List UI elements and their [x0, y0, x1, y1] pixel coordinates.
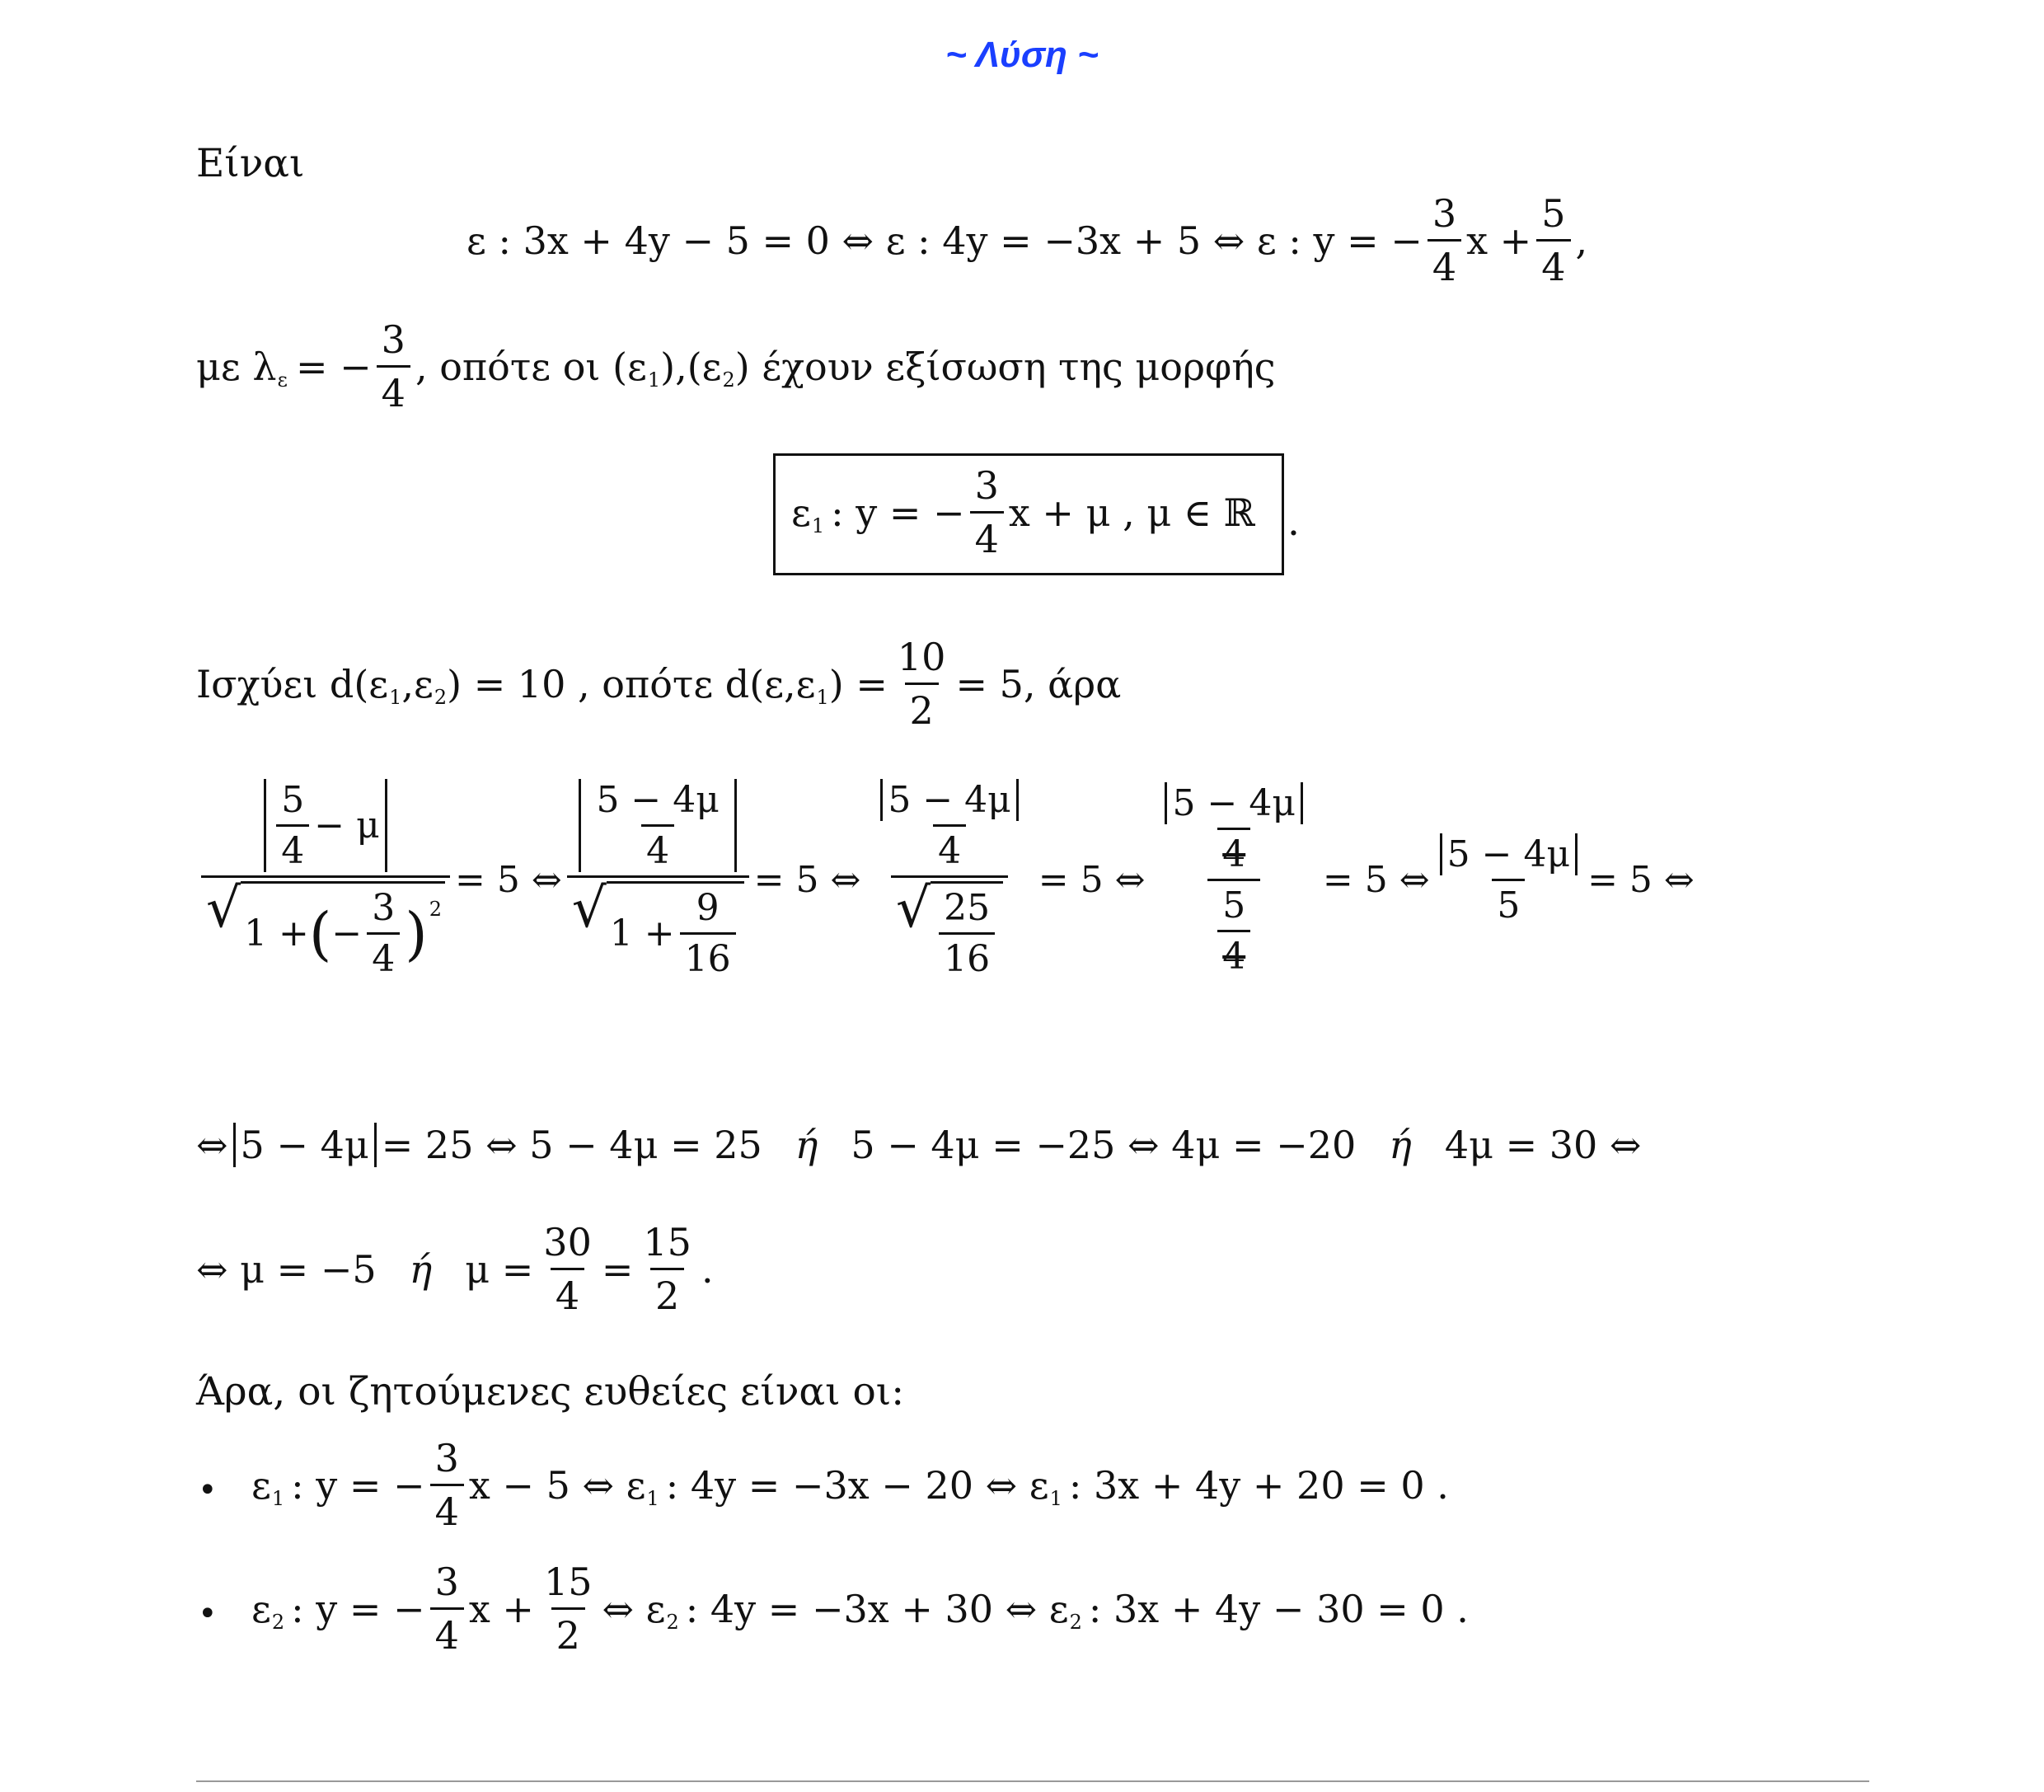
abs-line-abs: 5 − 4μ	[233, 1123, 377, 1167]
r2-f: : 3x + 4y − 30 = 0 .	[1088, 1586, 1469, 1631]
mu-line-b: μ =	[465, 1246, 534, 1292]
boxed-text-c: x + μ , μ ∈ ℝ	[1008, 490, 1255, 535]
boxed-text-b: : y = −	[831, 490, 965, 535]
intro-text: Είναι	[196, 141, 305, 186]
dist-fraction: $\frac{10}{2}$	[897, 635, 946, 733]
r1-c: x − 5 ⇔ ε	[468, 1462, 646, 1508]
boxed-sub: 1	[811, 514, 825, 537]
r1-a: ε	[251, 1462, 271, 1508]
eq1-fraction-3-4: $\frac{3}{4}$	[1428, 191, 1461, 289]
r2-sub-3: 2	[1069, 1610, 1082, 1634]
eq5-2: = 5 ⇔	[753, 858, 861, 901]
eq5-3: = 5 ⇔	[1038, 858, 1146, 901]
slope-text-b: = −	[295, 344, 372, 389]
r1-sub-2: 1	[646, 1486, 659, 1510]
derivation-chain	[196, 779, 1695, 980]
mu-line-or: ή	[409, 1246, 433, 1292]
r1-d: : 4y = −3x − 20 ⇔ ε	[665, 1462, 1049, 1508]
eq5-1: = 5 ⇔	[455, 858, 562, 901]
r1-sub: 1	[271, 1486, 285, 1510]
chain-term-2: $\frac{5 - 4\mu}{4}$ √ 1 + $\frac{9}{16}$	[567, 779, 749, 980]
sub-1: 1	[647, 368, 661, 392]
abs-line-d: 4μ = 30 ⇔	[1444, 1123, 1642, 1167]
eq1-fraction-5-4: $\frac{5}{4}$	[1536, 191, 1570, 289]
dist-text-b: ,ε	[401, 661, 434, 706]
abs-line-or-1: ή	[795, 1123, 818, 1167]
slope-text-a: με λ	[196, 344, 277, 389]
abs-line-or-2: ή	[1389, 1123, 1412, 1167]
eq1-part-a: ε : 3x + 4y − 5 = 0 ⇔ ε : 4y = −3x + 5 ⇔ ε : y = −	[466, 218, 1423, 263]
mu-line-dot: .	[701, 1246, 714, 1292]
term1-denominator: √ 1 + ( − $\frac{3}{4}$ ) 2	[201, 875, 450, 980]
slope-text-e: ) έχουν εξίσωση της μορφής	[734, 344, 1276, 389]
abs-line-a: ⇔	[196, 1123, 228, 1167]
dist-text-d: ) =	[828, 661, 888, 706]
r2-b: : y = −	[291, 1586, 425, 1631]
mu-line-a: ⇔ μ = −5	[196, 1246, 377, 1292]
abs-line-b: = 25 ⇔ 5 − 4μ = 25	[381, 1123, 762, 1167]
term1-numerator: $\frac{5}{4}$ − μ	[259, 779, 391, 875]
eq5-5: = 5 ⇔	[1587, 858, 1695, 901]
slope-fraction: $\frac{3}{4}$	[377, 317, 410, 415]
r1-sub-3: 1	[1049, 1486, 1062, 1510]
eq1-comma: ,	[1575, 218, 1588, 263]
chain-term-4: $\frac{\frac{5 - 4\mu}{4}}{\frac{5}{4}}$	[1150, 782, 1317, 978]
eq5-4: = 5 ⇔	[1322, 858, 1430, 901]
slope-subscript: ε	[277, 368, 288, 392]
boxed-eps: ε	[791, 490, 811, 535]
conclusion-text: Άρα, οι ζητούμενες ευθείες είναι οι:	[196, 1369, 905, 1414]
boxed-period: .	[1287, 500, 1300, 545]
abs-line-c: 5 − 4μ = −25 ⇔ 4μ = −20	[851, 1123, 1357, 1167]
dist-sub-2: 2	[434, 685, 448, 709]
mu-line	[196, 1220, 714, 1318]
dist-sub-3: 1	[816, 685, 829, 709]
abs-value-line	[196, 1123, 1641, 1167]
result-line-2	[251, 1560, 1469, 1658]
equation-line-1	[466, 191, 1587, 289]
bottom-divider	[196, 1780, 1869, 1782]
r2-fraction-3-4: $\frac{3}{4}$	[430, 1560, 464, 1658]
mu-fraction-30-4: $\frac{30}{4}$	[543, 1220, 592, 1318]
r1-b: : y = −	[291, 1462, 425, 1508]
result-line-1	[251, 1436, 1449, 1534]
r2-sub: 2	[271, 1610, 285, 1634]
distance-line	[196, 635, 1121, 733]
bullet-1: •	[198, 1471, 218, 1509]
dist-text-a: Ισχύει d(ε	[196, 661, 389, 706]
eq1-part-b: x +	[1466, 218, 1532, 263]
boxed-equation	[791, 463, 1255, 561]
chain-term-3: $\frac{5 - 4\mu}{4}$ √ $\frac{25}{16}$	[865, 779, 1033, 980]
mu-line-eq: =	[601, 1246, 634, 1292]
r1-fraction: $\frac{3}{4}$	[430, 1436, 464, 1534]
boxed-fraction: $\frac{3}{4}$	[970, 463, 1004, 561]
slope-line	[196, 317, 1276, 415]
r2-d: ⇔ ε	[602, 1586, 666, 1631]
solution-title: ~ Λύση ~	[945, 35, 1099, 75]
r2-fraction-15-2: $\frac{15}{2}$	[543, 1560, 593, 1658]
sub-2: 2	[722, 368, 735, 392]
mu-fraction-15-2: $\frac{15}{2}$	[643, 1220, 691, 1318]
dist-text-e: = 5, άρα	[955, 661, 1122, 706]
r2-a: ε	[251, 1586, 271, 1631]
dist-sub-1: 1	[389, 685, 402, 709]
chain-term-1	[201, 779, 450, 980]
r2-c: x +	[468, 1586, 534, 1631]
r2-sub-2: 2	[666, 1610, 679, 1634]
bullet-2: •	[198, 1595, 218, 1633]
r2-e: : 4y = −3x + 30 ⇔ ε	[685, 1586, 1069, 1631]
chain-term-5: $\frac{5 - 4\mu}{5}$	[1435, 833, 1582, 926]
r1-e: : 3x + 4y + 20 = 0 .	[1068, 1462, 1449, 1508]
dist-text-c: ) = 10 , οπότε d(ε,ε	[447, 661, 816, 706]
slope-text-c: , οπότε οι (ε	[415, 344, 647, 389]
slope-text-d: ),(ε	[660, 344, 722, 389]
